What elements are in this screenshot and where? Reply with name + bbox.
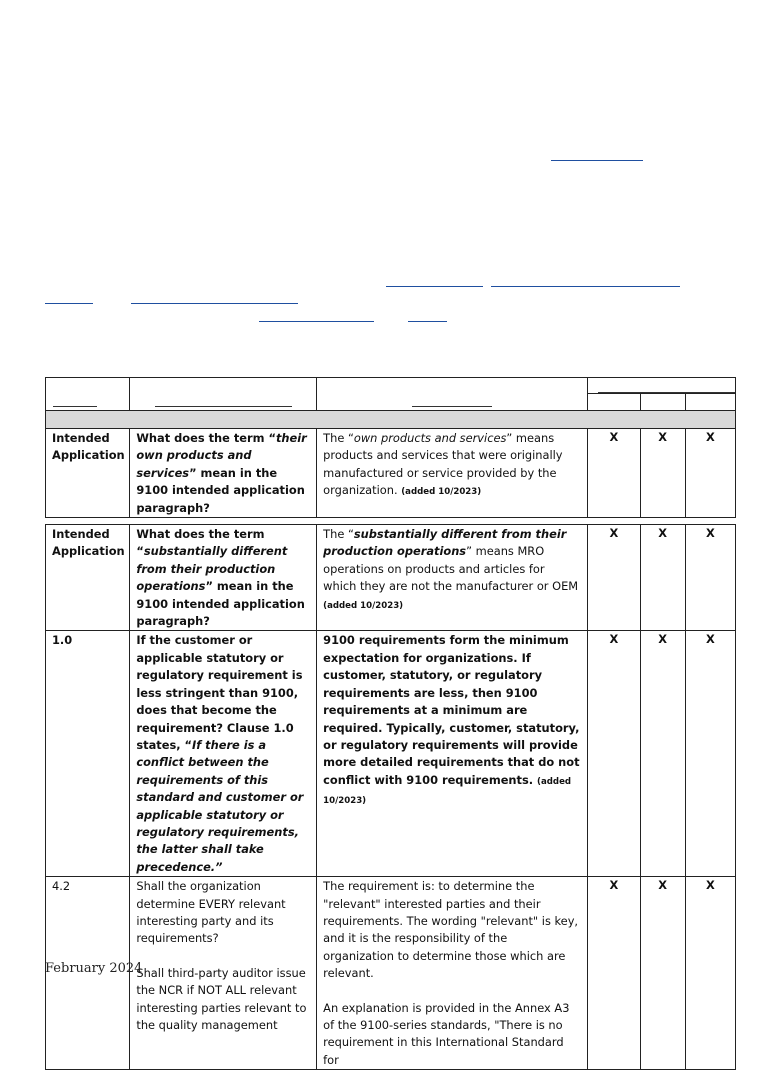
text-run: What does the term “ (136, 527, 265, 559)
question-cell (130, 525, 317, 631)
redacted-link[interactable] (408, 321, 447, 322)
text-run: (added 10/2023) (401, 487, 482, 498)
paragraph: The requirement is: to determine the "relevant" interested parties and their requirements. The wording "relevant" is key, and it is the responsibility of the organization to determine those which are relevant. (323, 879, 579, 981)
text-run: ” mean in the 9100 intended application paragraph? (136, 465, 305, 515)
applicability-mark-2: X (640, 631, 685, 877)
clause-cell: Intended Application (46, 429, 130, 518)
applicability-mark-3: X (685, 429, 735, 518)
text-run: (added 10/2023) (323, 600, 404, 611)
answer-cell (317, 631, 588, 877)
table-row (46, 525, 736, 631)
faq-table (45, 377, 736, 1070)
footer-date: February 2024 (45, 961, 143, 976)
clause-cell: 4.2 (46, 877, 130, 1070)
answer-cell (317, 429, 588, 518)
text-run: The “ (323, 527, 354, 542)
clause-cell: 1.0 (46, 631, 130, 877)
clause-cell: Intended Application (46, 525, 130, 631)
text-run: The “ (323, 431, 354, 445)
applicability-mark-1: X (588, 429, 640, 518)
table-row (46, 429, 736, 518)
redacted-link[interactable] (386, 286, 483, 287)
question-cell (130, 631, 317, 877)
header-cell-clause (46, 378, 130, 411)
text-run: (added 10/2023) (323, 776, 572, 807)
redacted-link[interactable] (259, 321, 374, 322)
applicability-mark-1: X (588, 877, 640, 1070)
text-run: If there is a conflict between the requirements of this standard and customer or applicable statutory or regulatory requirements, the latter shall take precedence.” (136, 737, 304, 874)
header-cell-applicability (588, 378, 736, 411)
paragraph: Shall third-party auditor issue the NCR if NOT ALL relevant interesting parties relevant to the quality management (136, 965, 307, 1032)
question-cell (130, 877, 317, 1070)
paragraph: Shall the organization determine EVERY relevant interesting party and its requirements? (136, 879, 286, 946)
answer-cell (317, 525, 588, 631)
redacted-link[interactable] (45, 303, 93, 304)
redacted-link[interactable] (551, 160, 643, 161)
text-run: If the customer or applicable statutory or regulatory requirement is less stringent than 9100, does that become the requirement? Clause 1.0 states, “ (136, 633, 303, 752)
redacted-link[interactable] (491, 286, 680, 287)
header-cell-question (130, 378, 317, 411)
applicability-mark-2: X (640, 429, 685, 518)
table-header (46, 378, 736, 411)
applicability-mark-3: X (685, 525, 735, 631)
table-row (46, 631, 736, 877)
text-run: own products and services (353, 431, 507, 445)
redacted-link[interactable] (131, 303, 298, 304)
text-run: substantially different from their production operations (136, 544, 288, 594)
question-cell (130, 429, 317, 518)
applicability-mark-2: X (640, 525, 685, 631)
text-run: ” means products and services that were originally manufactured or service provided by the organization. (323, 431, 563, 498)
answer-cell (317, 877, 588, 1070)
applicability-mark-3: X (685, 631, 735, 877)
applicability-mark-1: X (588, 631, 640, 877)
applicability-mark-3: X (685, 877, 735, 1070)
text-run: their own products and services (136, 431, 307, 480)
applicability-mark-1: X (588, 525, 640, 631)
text-run: ” mean in the 9100 intended application paragraph? (136, 579, 305, 629)
table-row (46, 877, 736, 1070)
section-band (46, 411, 736, 429)
paragraph: An explanation is provided in the Annex A3 of the 9100-series standards, "There is no requirement in this International Standard for (323, 1000, 570, 1067)
row-spacer (46, 518, 736, 525)
header-cell-answer (317, 378, 588, 411)
text-run: What does the term “ (136, 431, 276, 445)
text-run: 9100 requirements form the minimum expectation for organizations. If customer, statutory, or regulatory requirements are less, then 9100 requirements at a minimum are required. Typically, customer, statutory, or regulatory requirements will provide more detailed requirements that do not conflict with 9100 requirements. (323, 633, 580, 787)
text-run: substantially different from their production operations (323, 527, 567, 559)
text-run: ” means MRO operations on products and articles for which they are not the manufacturer or OEM (323, 544, 579, 594)
applicability-mark-2: X (640, 877, 685, 1070)
